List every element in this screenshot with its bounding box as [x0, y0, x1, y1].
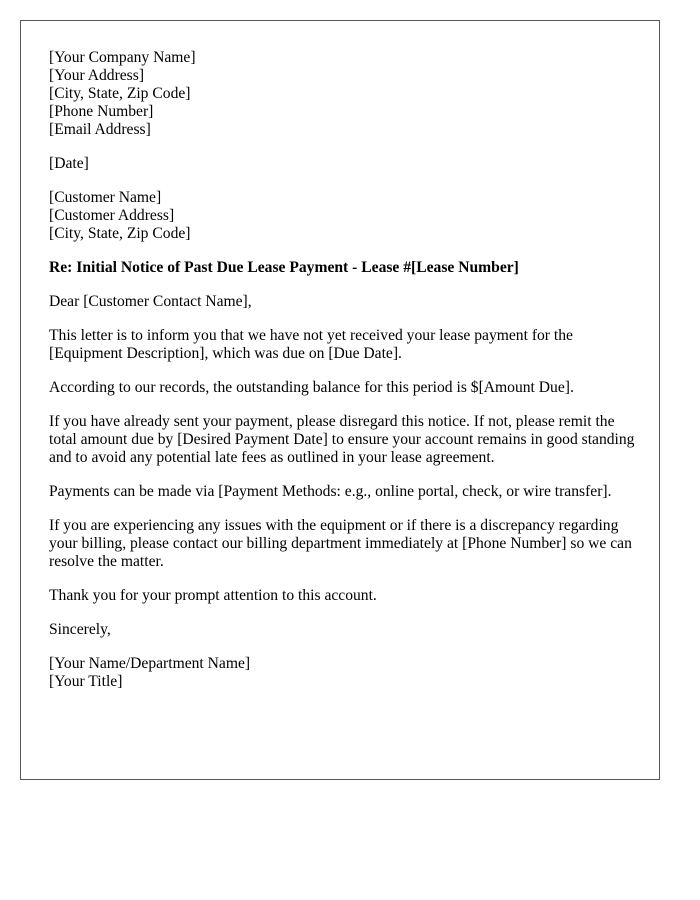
- recipient-name: [Customer Name]: [49, 189, 162, 206]
- signature-title: [Your Title]: [49, 673, 123, 690]
- date-block: [49, 155, 639, 173]
- sender-company: [Your Company Name]: [49, 49, 196, 66]
- signature-block: [49, 655, 639, 691]
- letter-frame: [20, 20, 660, 780]
- paragraph-issues: If you are experiencing any issues with the equipment or if there is a discrepancy regarding your billing, please contact our billing department immediately at [Phone Number] so we can resolve the matter.: [49, 517, 632, 570]
- recipient-city-state-zip: [City, State, Zip Code]: [49, 225, 191, 242]
- paragraph-notice: This letter is to inform you that we have not yet received your lease payment for the [Equipment Description], which was due on [Due Date].: [49, 327, 573, 362]
- salutation: Dear [Customer Contact Name],: [49, 293, 252, 310]
- sender-city-state-zip: [City, State, Zip Code]: [49, 85, 191, 102]
- letter-body: [49, 49, 639, 707]
- recipient-address: [Customer Address]: [49, 207, 175, 224]
- paragraph-remit: If you have already sent your payment, please disregard this notice. If not, please remit the total amount due by [Desired Payment Date] to ensure your account remains in good standing and to avoid any potential late fees as outlined in your lease agreement.: [49, 413, 635, 466]
- paragraph-balance: According to our records, the outstanding balance for this period is $[Amount Due].: [49, 379, 574, 396]
- recipient-block: [49, 189, 639, 243]
- sender-address: [Your Address]: [49, 67, 145, 84]
- sender-email: [Email Address]: [49, 121, 151, 138]
- subject-line: Re: Initial Notice of Past Due Lease Payment - Lease #[Lease Number]: [49, 259, 519, 276]
- sender-block: [49, 49, 639, 139]
- paragraph-thanks: Thank you for your prompt attention to this account.: [49, 587, 377, 604]
- closing: Sincerely,: [49, 621, 111, 638]
- letter-date: [Date]: [49, 155, 89, 172]
- paragraph-payment-methods: Payments can be made via [Payment Methods: e.g., online portal, check, or wire transfer].: [49, 483, 612, 500]
- signature-name: [Your Name/Department Name]: [49, 655, 251, 672]
- sender-phone: [Phone Number]: [49, 103, 154, 120]
